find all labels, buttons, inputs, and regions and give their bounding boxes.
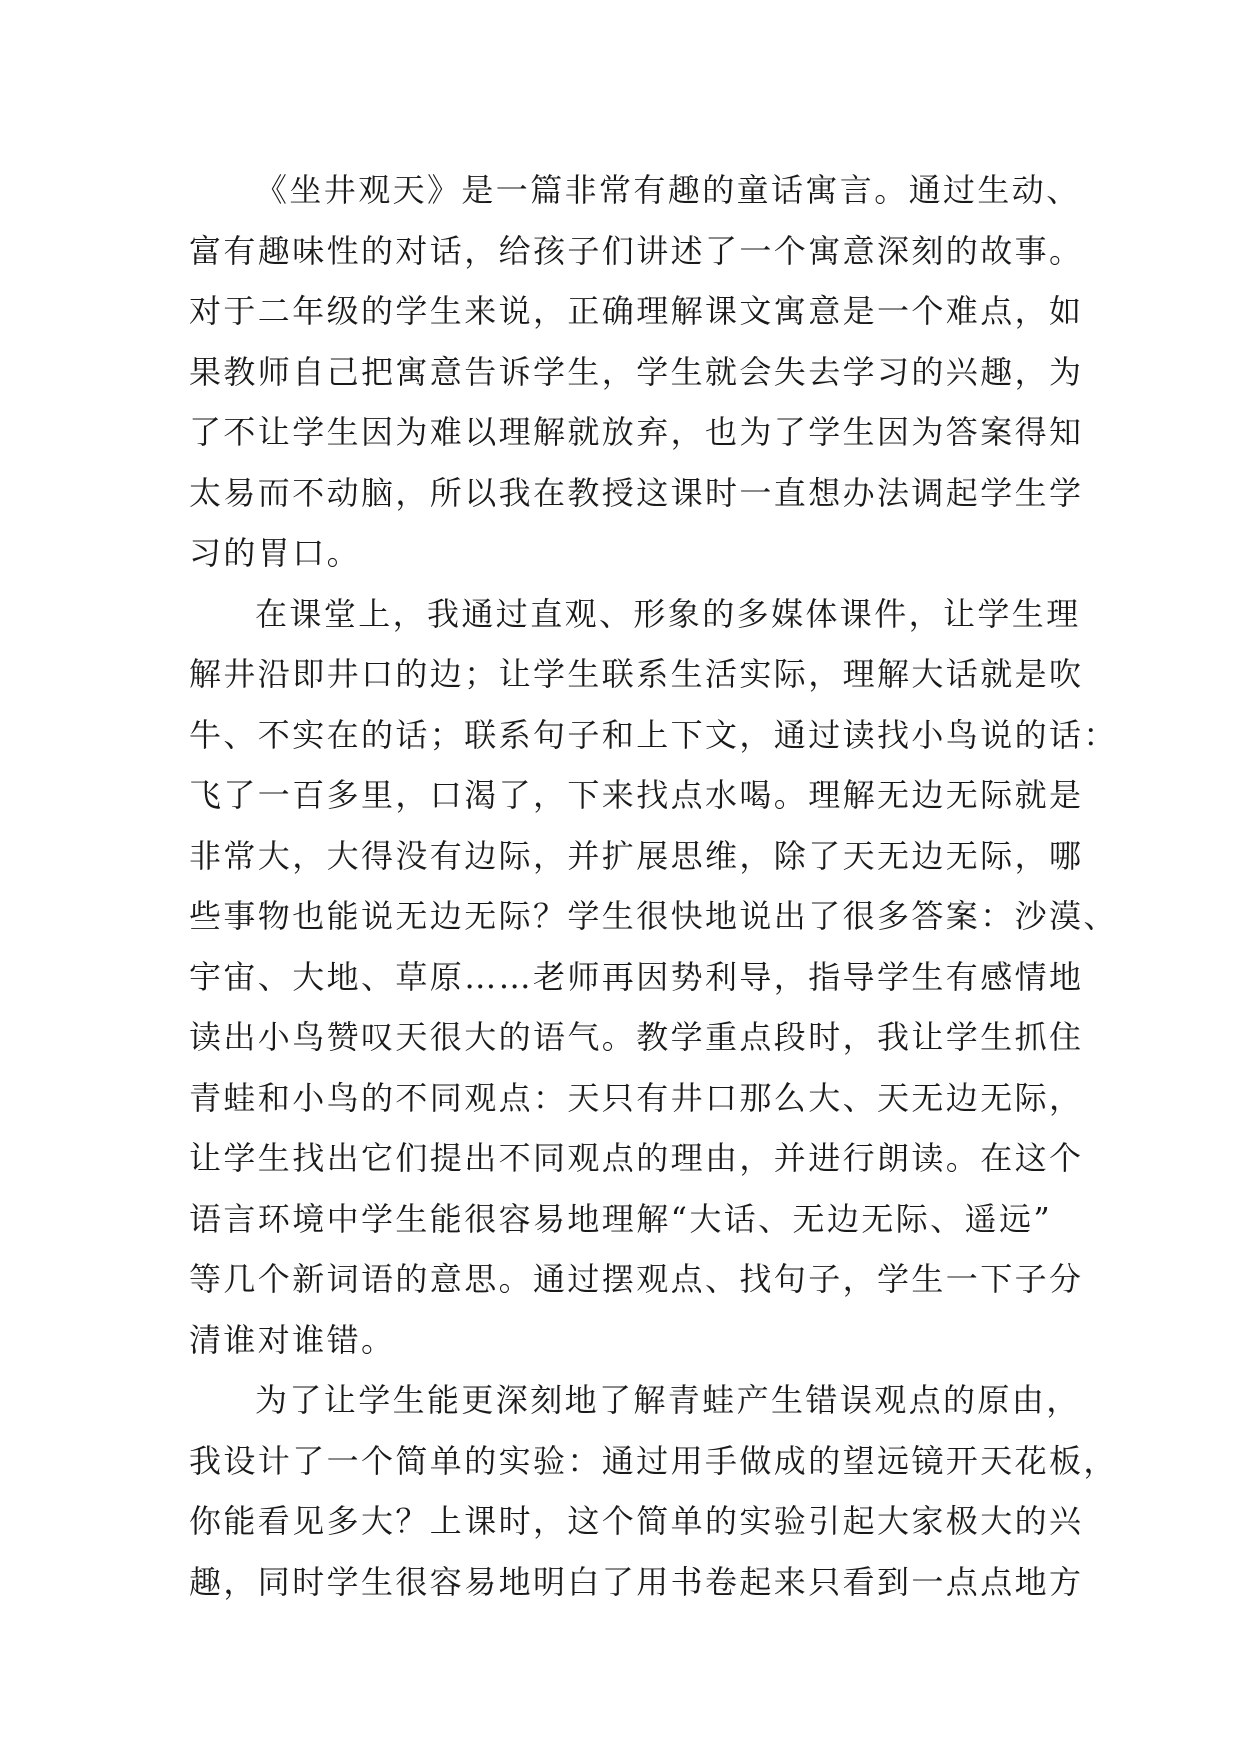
text-line: 《坐井观天》是一篇非常有趣的童话寓言。通过生动、 — [255, 171, 1081, 209]
text-line: 习的胃口。 — [189, 534, 362, 572]
text-line: 等几个新词语的意思。通过摆观点、找句子，学生一下子分 — [189, 1260, 1084, 1298]
text-line: 在课堂上，我通过直观、形象的多媒体课件，让学生理 — [255, 594, 1081, 633]
text-line: 为了让学生能更深刻地了解青蛙产生错误观点的原由， — [255, 1381, 1081, 1419]
text-line: 趣，同时学生很容易地明白了用书卷起来只看到一点点地方 — [189, 1562, 1084, 1601]
document-body — [189, 160, 1118, 1612]
text-line: 了不让学生因为难以理解就放弃，也为了学生因为答案得知 — [189, 413, 1084, 451]
text-line: 清谁对谁错。 — [189, 1320, 396, 1359]
text-line: 语言环境中学生能很容易地理解“大话、无边无际、遥远” — [189, 1199, 1053, 1238]
text-line: 青蛙和小鸟的不同观点：天只有井口那么大、天无边无际， — [189, 1078, 1084, 1117]
text-line: 你能看见多大？上课时，这个简单的实验引起大家极大的兴 — [189, 1502, 1084, 1540]
text-line: 读出小鸟赞叹天很大的语气。教学重点段时，我让学生抓住 — [189, 1018, 1084, 1056]
text-line: 富有趣味性的对话，给孩子们讲述了一个寓意深刻的故事。 — [189, 231, 1084, 270]
text-line: 非常大，大得没有边际，并扩展思维，除了天无边无际，哪 — [189, 836, 1084, 875]
text-line: 太易而不动脑，所以我在教授这课时一直想办法调起学生学 — [189, 473, 1084, 512]
paragraph-3 — [189, 1370, 1118, 1612]
text-line: 牛、不实在的话；联系句子和上下文，通过读找小鸟说的话： — [189, 715, 1118, 754]
text-line: 解井沿即井口的边；让学生联系生活实际，理解大话就是吹 — [189, 655, 1084, 693]
text-line: 果教师自己把寓意告诉学生，学生就会失去学习的兴趣，为 — [189, 352, 1084, 391]
text-line: 对于二年级的学生来说，正确理解课文寓意是一个难点，如 — [189, 292, 1084, 330]
text-line: 些事物也能说无边无际？学生很快地说出了很多答案：沙漠、 — [189, 897, 1118, 935]
text-line: 我设计了一个简单的实验：通过用手做成的望远镜开天花板， — [189, 1441, 1118, 1480]
paragraph-1 — [189, 160, 1084, 584]
text-line: 让学生找出它们提出不同观点的理由，并进行朗读。在这个 — [189, 1139, 1084, 1177]
text-line: 飞了一百多里，口渴了，下来找点水喝。理解无边无际就是 — [189, 776, 1084, 814]
text-line: 宇宙、大地、草原……老师再因势利导，指导学生有感情地 — [189, 957, 1084, 996]
paragraph-2 — [189, 584, 1118, 1371]
